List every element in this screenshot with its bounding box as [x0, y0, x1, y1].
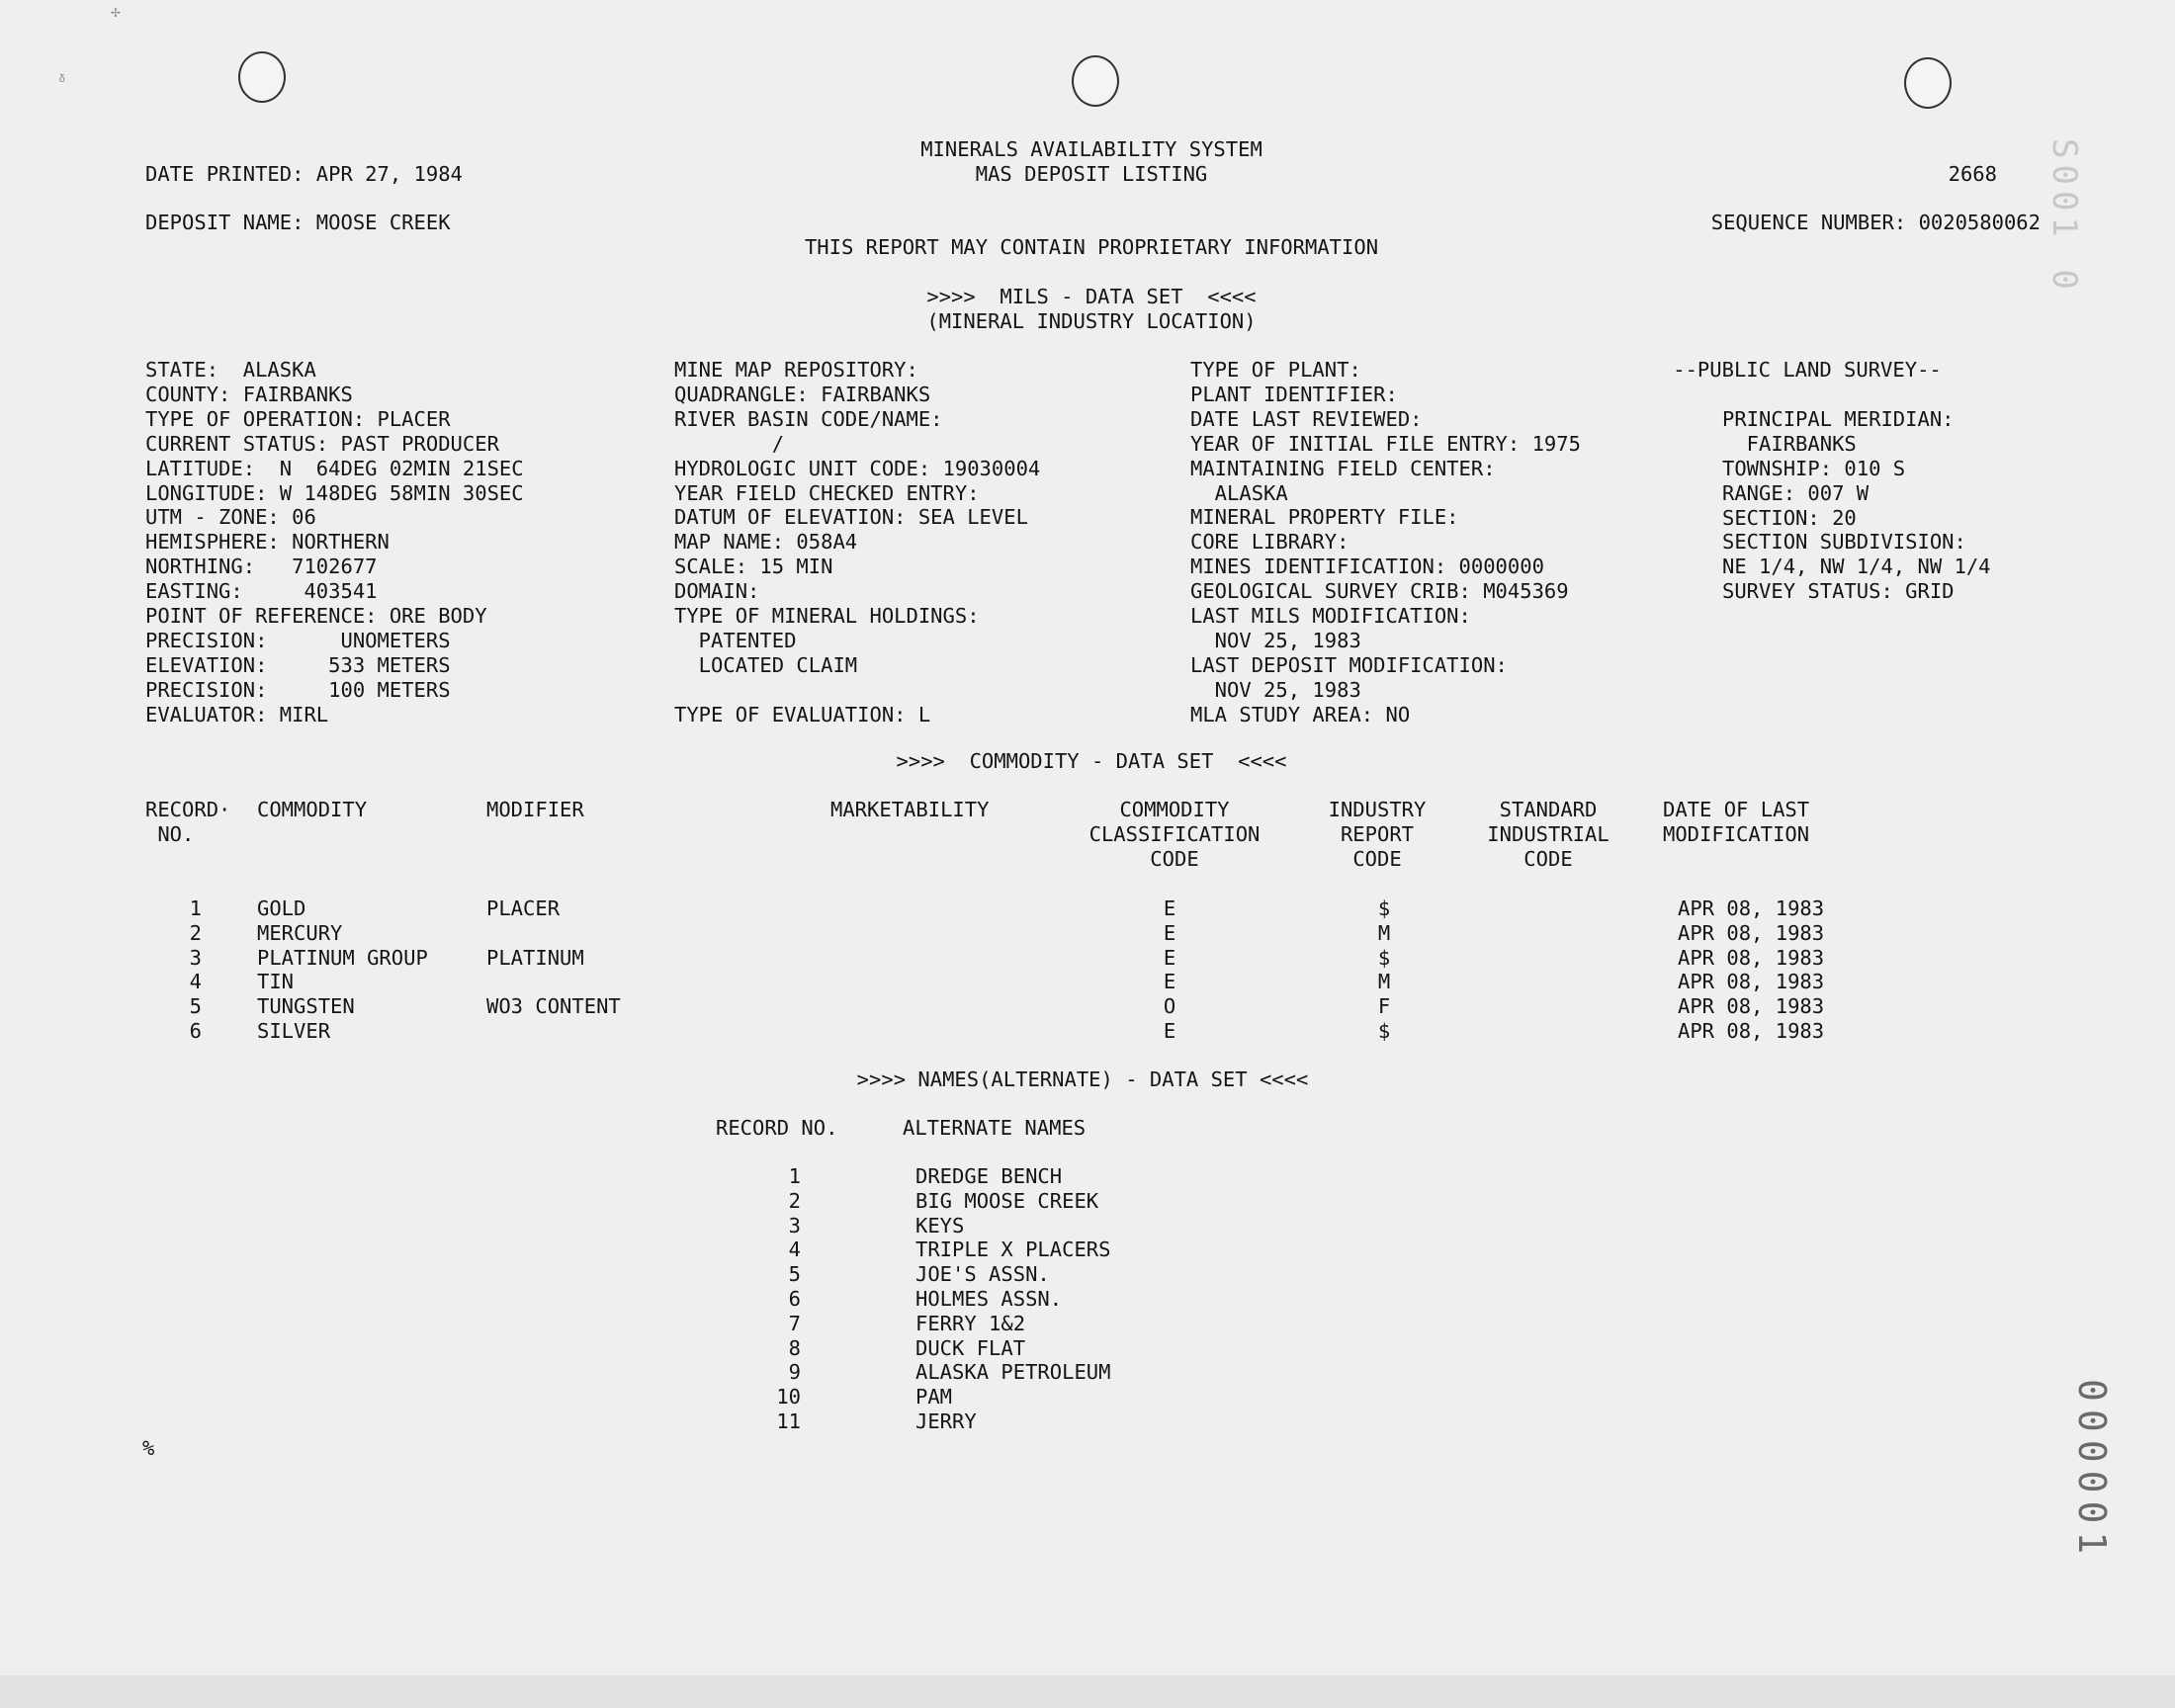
alternate-name-record-no: 1 — [788, 1164, 801, 1188]
commodity-record-no: 6 — [189, 1019, 202, 1043]
mils-field-location: PRECISION: 100 METERS — [145, 678, 451, 702]
commodity-classification-code: E — [1163, 946, 1176, 970]
mils-field-land-survey: PRINCIPAL MERIDIAN: — [1722, 407, 1955, 431]
commodity-modified-date: APR 08, 1983 — [1678, 897, 1825, 920]
deposit-name: DEPOSIT NAME: MOOSE CREEK — [145, 211, 451, 234]
public-land-survey-title: --PUBLIC LAND SURVEY-- — [1673, 358, 1942, 382]
commodity-report-code: $ — [1377, 897, 1391, 920]
mils-field-location: NORTHING: 7102677 — [145, 555, 378, 578]
commodity-name: TIN — [257, 970, 295, 993]
commodity-report-code: M — [1377, 921, 1391, 945]
mils-field-location: COUNTY: FAIRBANKS — [145, 383, 353, 406]
alternate-name: JERRY — [915, 1409, 977, 1433]
mils-field-map: TYPE OF EVALUATION: L — [674, 703, 931, 726]
commodity-name: MERCURY — [257, 921, 343, 945]
commodity-classification-code: E — [1163, 970, 1176, 993]
alternate-name-record-no: 9 — [788, 1360, 801, 1384]
margin-stamp-top: S001 0 — [2044, 138, 2084, 296]
mils-field-plant: ALASKA — [1190, 481, 1288, 505]
commodity-modifier: WO3 CONTENT — [486, 994, 621, 1018]
commodity-name: PLATINUM GROUP — [257, 946, 428, 970]
mils-field-plant: TYPE OF PLANT: — [1190, 358, 1361, 382]
mils-field-plant: MLA STUDY AREA: NO — [1190, 703, 1411, 726]
mils-field-map: DOMAIN: — [674, 579, 760, 603]
punch-hole-left — [238, 51, 286, 103]
commodity-report-code: M — [1377, 970, 1391, 993]
col-header-modifier: MODIFIER — [486, 798, 584, 821]
alternate-name: PAM — [915, 1385, 953, 1409]
col-header-classification: COMMODITY CLASSIFICATION CODE — [1088, 798, 1261, 871]
mils-field-map: SCALE: 15 MIN — [674, 555, 833, 578]
mils-field-land-survey: NE 1/4, NW 1/4, NW 1/4 — [1722, 555, 1991, 578]
commodity-name: SILVER — [257, 1019, 331, 1043]
mils-field-map: RIVER BASIN CODE/NAME: — [674, 407, 943, 431]
commodity-record-no: 3 — [189, 946, 202, 970]
mils-field-plant: MINERAL PROPERTY FILE: — [1190, 505, 1459, 529]
mils-field-map: HYDROLOGIC UNIT CODE: 19030004 — [674, 457, 1041, 480]
commodity-classification-code: E — [1163, 1019, 1176, 1043]
mils-field-location: LATITUDE: N 64DEG 02MIN 21SEC — [145, 457, 524, 480]
page-number: 2668 — [1948, 162, 1997, 186]
alternate-name: DUCK FLAT — [915, 1336, 1026, 1360]
mils-field-location: TYPE OF OPERATION: PLACER — [145, 407, 451, 431]
col-header-record-no: RECORD· NO. — [145, 798, 231, 846]
commodity-report-code: $ — [1377, 1019, 1391, 1043]
col-header-date-modified: DATE OF LAST MODIFICATION — [1663, 798, 1810, 846]
col-header-marketability: MARKETABILITY — [830, 798, 990, 821]
commodity-classification-code: E — [1163, 921, 1176, 945]
alternate-name: KEYS — [915, 1214, 965, 1238]
punch-hole-center — [1072, 55, 1119, 107]
commodity-modifier: PLATINUM — [486, 946, 584, 970]
alternate-name-record-no: 3 — [788, 1214, 801, 1238]
alternate-name: FERRY 1&2 — [915, 1312, 1026, 1335]
alternate-name: ALASKA PETROLEUM — [915, 1360, 1111, 1384]
mils-field-map: PATENTED — [674, 629, 797, 652]
mils-field-location: HEMISPHERE: NORTHERN — [145, 530, 390, 554]
mils-field-map: MINE MAP REPOSITORY: — [674, 358, 918, 382]
mils-field-location: EVALUATOR: MIRL — [145, 703, 329, 726]
alternate-name-record-no: 8 — [788, 1336, 801, 1360]
commodity-modified-date: APR 08, 1983 — [1678, 970, 1825, 993]
commodity-modified-date: APR 08, 1983 — [1678, 994, 1825, 1018]
alternate-name: BIG MOOSE CREEK — [915, 1189, 1099, 1213]
alternate-name: DREDGE BENCH — [915, 1164, 1063, 1188]
mils-field-location: EASTING: 403541 — [145, 579, 378, 603]
system-title: MINERALS AVAILABILITY SYSTEM — [920, 137, 1262, 161]
punch-hole-right — [1904, 57, 1952, 109]
col-header-commodity: COMMODITY — [257, 798, 368, 821]
commodity-record-no: 2 — [189, 921, 202, 945]
alternate-name-record-no: 7 — [788, 1312, 801, 1335]
commodity-modified-date: APR 08, 1983 — [1678, 1019, 1825, 1043]
mils-field-map: LOCATED CLAIM — [674, 653, 858, 677]
mils-field-plant: PLANT IDENTIFIER: — [1190, 383, 1398, 406]
commodity-modified-date: APR 08, 1983 — [1678, 946, 1825, 970]
mils-field-map: YEAR FIELD CHECKED ENTRY: — [674, 481, 980, 505]
mils-field-plant: YEAR OF INITIAL FILE ENTRY: 1975 — [1190, 432, 1581, 456]
proprietary-notice: THIS REPORT MAY CONTAIN PROPRIETARY INFORMATION — [804, 235, 1379, 259]
mils-field-map: DATUM OF ELEVATION: SEA LEVEL — [674, 505, 1028, 529]
commodity-classification-code: O — [1163, 994, 1176, 1018]
names-header-alternate: ALTERNATE NAMES — [903, 1116, 1087, 1140]
mils-field-location: UTM - ZONE: 06 — [145, 505, 316, 529]
speck-mark: ᵟ — [57, 71, 67, 90]
names-header-record-no: RECORD NO. — [716, 1116, 838, 1140]
col-header-standard-industrial: STANDARD INDUSTRIAL CODE — [1487, 798, 1610, 871]
alternate-name: TRIPLE X PLACERS — [915, 1238, 1111, 1261]
mils-field-land-survey: FAIRBANKS — [1722, 432, 1857, 456]
mils-field-plant: CORE LIBRARY: — [1190, 530, 1349, 554]
mils-section-subtitle: (MINERAL INDUSTRY LOCATION) — [926, 309, 1257, 333]
commodity-section-title: >>>> COMMODITY - DATA SET <<<< — [896, 749, 1287, 773]
mils-field-map: MAP NAME: 058A4 — [674, 530, 858, 554]
mils-field-map: QUADRANGLE: FAIRBANKS — [674, 383, 931, 406]
sequence-number: SEQUENCE NUMBER: 0020580062 — [1710, 211, 2041, 234]
commodity-modified-date: APR 08, 1983 — [1678, 921, 1825, 945]
speck-mark: ✢ — [111, 2, 121, 21]
commodity-report-code: $ — [1377, 946, 1391, 970]
mils-field-plant: GEOLOGICAL SURVEY CRIB: M045369 — [1190, 579, 1569, 603]
names-section-title: >>>> NAMES(ALTERNATE) - DATA SET <<<< — [856, 1068, 1309, 1091]
col-header-industry-report: INDUSTRY REPORT CODE — [1328, 798, 1427, 871]
alternate-name-record-no: 11 — [776, 1409, 801, 1433]
alternate-name: JOE'S ASSN. — [915, 1262, 1050, 1286]
footer-mark: % — [142, 1436, 155, 1460]
commodity-classification-code: E — [1163, 897, 1176, 920]
mils-field-land-survey: SECTION: 20 — [1722, 506, 1857, 530]
mils-field-plant: MINES IDENTIFICATION: 0000000 — [1190, 555, 1544, 578]
commodity-record-no: 1 — [189, 897, 202, 920]
mils-field-plant: LAST DEPOSIT MODIFICATION: — [1190, 653, 1508, 677]
commodity-modifier: PLACER — [486, 897, 561, 920]
mils-field-location: POINT OF REFERENCE: ORE BODY — [145, 604, 487, 628]
alternate-name-record-no: 4 — [788, 1238, 801, 1261]
margin-stamp-bottom: 000001 — [2070, 1379, 2114, 1563]
mils-section-title: >>>> MILS - DATA SET <<<< — [926, 285, 1257, 308]
mils-field-land-survey: TOWNSHIP: 010 S — [1722, 457, 1906, 480]
date-printed: DATE PRINTED: APR 27, 1984 — [145, 162, 463, 186]
page-edge — [0, 1675, 2175, 1708]
mils-field-plant: NOV 25, 1983 — [1190, 629, 1361, 652]
commodity-record-no: 5 — [189, 994, 202, 1018]
listing-title: MAS DEPOSIT LISTING — [975, 162, 1208, 186]
alternate-name-record-no: 5 — [788, 1262, 801, 1286]
mils-field-land-survey: RANGE: 007 W — [1722, 481, 1870, 505]
mils-field-location: CURRENT STATUS: PAST PRODUCER — [145, 432, 499, 456]
mils-field-land-survey: SECTION SUBDIVISION: — [1722, 530, 1966, 554]
commodity-report-code: F — [1377, 994, 1391, 1018]
mils-field-plant: DATE LAST REVIEWED: — [1190, 407, 1423, 431]
mils-field-location: LONGITUDE: W 148DEG 58MIN 30SEC — [145, 481, 524, 505]
commodity-name: TUNGSTEN — [257, 994, 355, 1018]
mils-field-plant: LAST MILS MODIFICATION: — [1190, 604, 1471, 628]
alternate-name-record-no: 10 — [776, 1385, 801, 1409]
commodity-name: GOLD — [257, 897, 306, 920]
alternate-name: HOLMES ASSN. — [915, 1287, 1063, 1311]
mils-field-land-survey: SURVEY STATUS: GRID — [1722, 579, 1955, 603]
commodity-record-no: 4 — [189, 970, 202, 993]
alternate-name-record-no: 6 — [788, 1287, 801, 1311]
alternate-name-record-no: 2 — [788, 1189, 801, 1213]
mils-field-location: PRECISION: UNOMETERS — [145, 629, 451, 652]
mils-field-map: TYPE OF MINERAL HOLDINGS: — [674, 604, 980, 628]
mils-field-location: STATE: ALASKA — [145, 358, 316, 382]
mils-field-plant: MAINTAINING FIELD CENTER: — [1190, 457, 1496, 480]
mils-field-location: ELEVATION: 533 METERS — [145, 653, 451, 677]
mils-field-map: / — [674, 432, 785, 456]
mils-field-plant: NOV 25, 1983 — [1190, 678, 1361, 702]
